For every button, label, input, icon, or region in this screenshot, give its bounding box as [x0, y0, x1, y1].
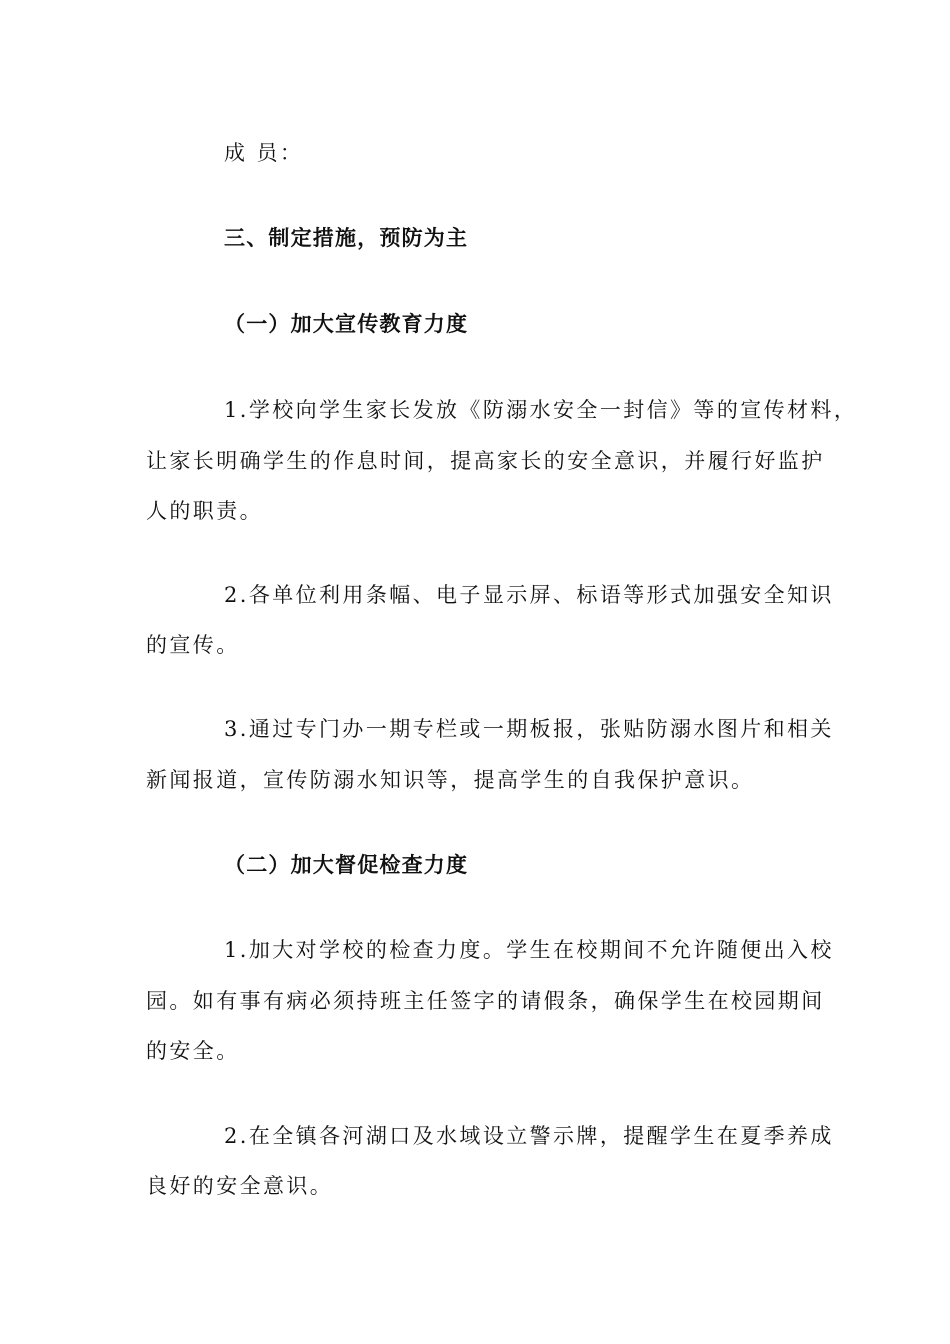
- subsection-2-heading: （二）加大督促检查力度: [224, 853, 469, 877]
- paragraph-line: 1.加大对学校的检查力度。学生在校期间不允许随便出入校: [224, 938, 834, 962]
- members-label: 成 员：: [224, 141, 304, 165]
- paragraph-line: 人的职责。: [146, 499, 263, 523]
- paragraph-line: 1.学校向学生家长发放《防溺水安全一封信》等的宣传材料，: [224, 398, 858, 422]
- paragraph-line: 的宣传。: [146, 633, 240, 657]
- subsection-1-heading: （一）加大宣传教育力度: [224, 312, 469, 336]
- paragraph-line: 2.各单位利用条幅、电子显示屏、标语等形式加强安全知识: [224, 583, 834, 607]
- paragraph-line: 3.通过专门办一期专栏或一期板报，张贴防溺水图片和相关: [224, 717, 834, 741]
- paragraph-line: 的安全。: [146, 1039, 240, 1063]
- section-3-heading: 三、制定措施，预防为主: [224, 226, 469, 250]
- paragraph-line: 新闻报道，宣传防溺水知识等，提高学生的自我保护意识。: [146, 768, 755, 792]
- paragraph-line: 良好的安全意识。: [146, 1174, 334, 1198]
- paragraph-line: 2.在全镇各河湖口及水域设立警示牌，提醒学生在夏季养成: [224, 1124, 834, 1148]
- paragraph-line: 园。如有事有病必须持班主任签字的请假条，确保学生在校园期间: [146, 989, 825, 1013]
- paragraph-line: 让家长明确学生的作息时间，提高家长的安全意识，并履行好监护: [146, 449, 825, 473]
